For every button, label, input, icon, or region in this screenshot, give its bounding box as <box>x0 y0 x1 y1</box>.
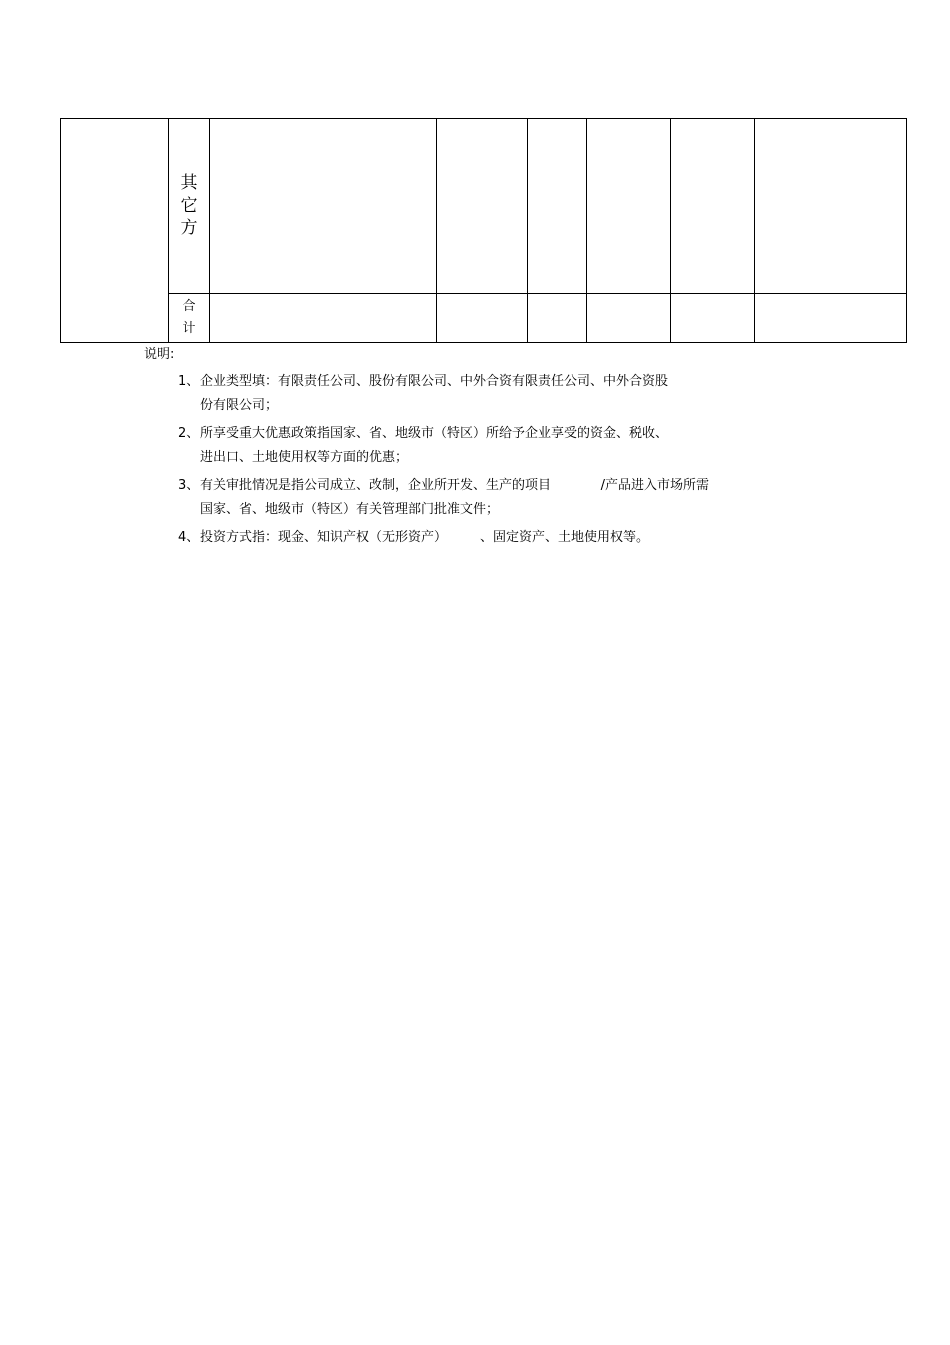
total-char: 合 <box>182 298 196 314</box>
table-cell[interactable] <box>528 119 587 294</box>
notes-title: 说明: <box>144 347 175 362</box>
total-char: 计 <box>182 321 196 336</box>
note-line: 份有限公司； <box>200 398 279 413</box>
table-cell[interactable] <box>528 294 587 343</box>
other-party-label <box>169 172 209 241</box>
note-line: 投资方式指：现金、知识产权（无形资产） 、固定资产、土地使用权等。 <box>200 530 650 545</box>
note-item <box>144 370 844 418</box>
note-line: 企业类型填：有限责任公司、股份有限公司、中外合资有限责任公司、中外合资股 <box>200 374 669 389</box>
table-row-other-party <box>61 119 907 294</box>
table-cell[interactable] <box>587 119 671 294</box>
note-line: 有关审批情况是指公司成立、改制，企业所开发、生产的项目 /产品进入市场所需 <box>200 478 709 493</box>
table-cell[interactable] <box>671 294 755 343</box>
table-row-total <box>61 294 907 343</box>
table-cell[interactable] <box>437 119 528 294</box>
note-number: 2、 <box>178 426 200 441</box>
note-line: 进出口、土地使用权等方面的优惠； <box>200 450 409 465</box>
note-line: 国家、省、地级市（特区）有关管理部门批准文件； <box>200 502 500 517</box>
other-party-char: 它 <box>180 195 198 216</box>
notes-section <box>144 344 844 550</box>
table-cell[interactable] <box>210 119 437 294</box>
table-cell[interactable] <box>210 294 437 343</box>
table-cell[interactable] <box>587 294 671 343</box>
other-party-label-cell <box>169 119 210 294</box>
table-cell[interactable] <box>755 294 907 343</box>
total-label <box>169 296 209 340</box>
note-number: 3、 <box>178 478 200 493</box>
other-party-char: 方 <box>180 218 198 239</box>
note-item <box>144 474 844 522</box>
total-label-cell <box>169 294 210 343</box>
note-number: 1、 <box>178 374 200 389</box>
table-cell-category <box>61 119 169 343</box>
table-cell[interactable] <box>755 119 907 294</box>
note-number: 4、 <box>178 530 200 545</box>
table-cell[interactable] <box>437 294 528 343</box>
note-item <box>144 422 844 470</box>
other-party-char: 其 <box>180 172 198 193</box>
shareholder-table <box>60 118 907 343</box>
note-item <box>144 526 844 550</box>
table-cell[interactable] <box>671 119 755 294</box>
note-line: 所享受重大优惠政策指国家、省、地级市（特区）所给予企业享受的资金、税收、 <box>200 426 669 441</box>
